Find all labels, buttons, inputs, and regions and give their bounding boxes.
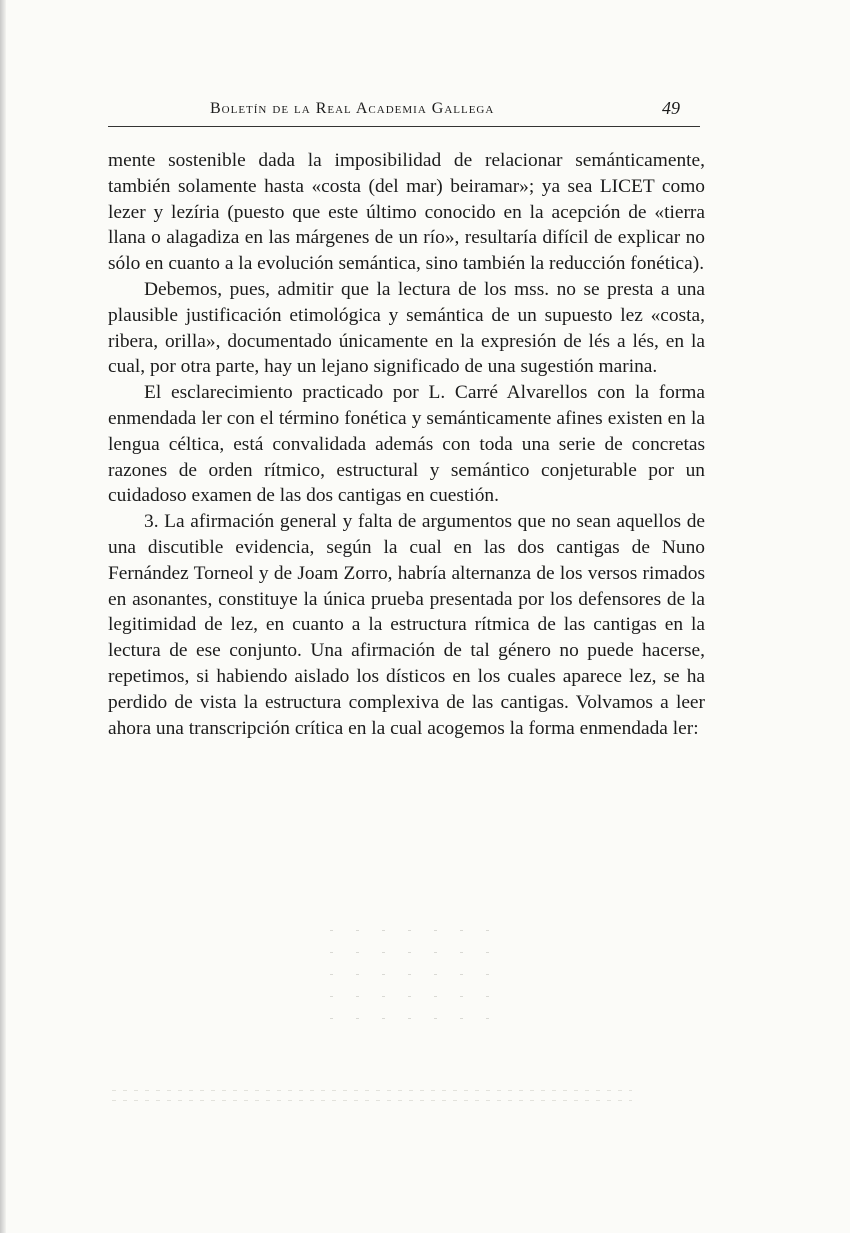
paragraph: El esclarecimiento practicado por L. Carré Alvarellos con la forma enmendada ler con el término fonética y semánticamente afines existen en la lengua céltica, está convalidada además con toda una serie de concretas razones de orden rítmico, estructural y semántico conjeturable por un cuidadoso examen de las dos cantigas en cuestión.	[108, 382, 705, 507]
paragraph: 3. La afirmación general y falta de argumentos que no sean aquellos de una discutible evidencia, según la cual en las dos cantigas de Nuno Fernández Torneol y de Joam Zorro, habría alternanza de los versos rimados en asonantes, constituye la única prueba presentada por los defensores de la legitimidad de lez, en cuanto a la estructura rítmica de las cantigas en la lectura de ese conjunto. Una afirmación de tal género no puede hacerse, repetimos, si habiendo aislado los dísticos en los cuales aparece lez, se ha perdido de vista la estructura complexiva de las cantigas. Volvamos a leer ahora una transcripción crítica en la cual acogemos la forma enmendada ler:	[108, 511, 705, 739]
show-through-text	[112, 1090, 632, 1114]
running-head: Boletín de la Real Academia Gallega	[210, 100, 495, 117]
page-number: 49	[662, 98, 680, 118]
paragraph: Debemos, pues, admitir que la lectura de los mss. no se presta a una plausible justificación etimológica y semántica de un supuesto lez «costa, ribera, orilla», documentado únicamente en la expresión de lés a lés, en la cual, por otra parte, hay un lejano significado de una sugestión marina.	[108, 278, 705, 378]
paragraph: mente sostenible dada la imposibilidad de relacionar semánticamente, también solamente hasta «costa (del mar) beiramar»; ya sea LICET como lezer y lezíria (puesto que este último conocido en la acepción de «tierra llana o alagadiza en las márgenes de un río», resultaría difícil de explicar no sólo en cuanto a la evolución semántica, sino también la reducción fonética).	[108, 150, 705, 275]
body-text	[108, 148, 705, 741]
show-through-verse-lines	[330, 930, 510, 1040]
page-binding-edge	[0, 0, 6, 1233]
page-header	[108, 98, 700, 127]
